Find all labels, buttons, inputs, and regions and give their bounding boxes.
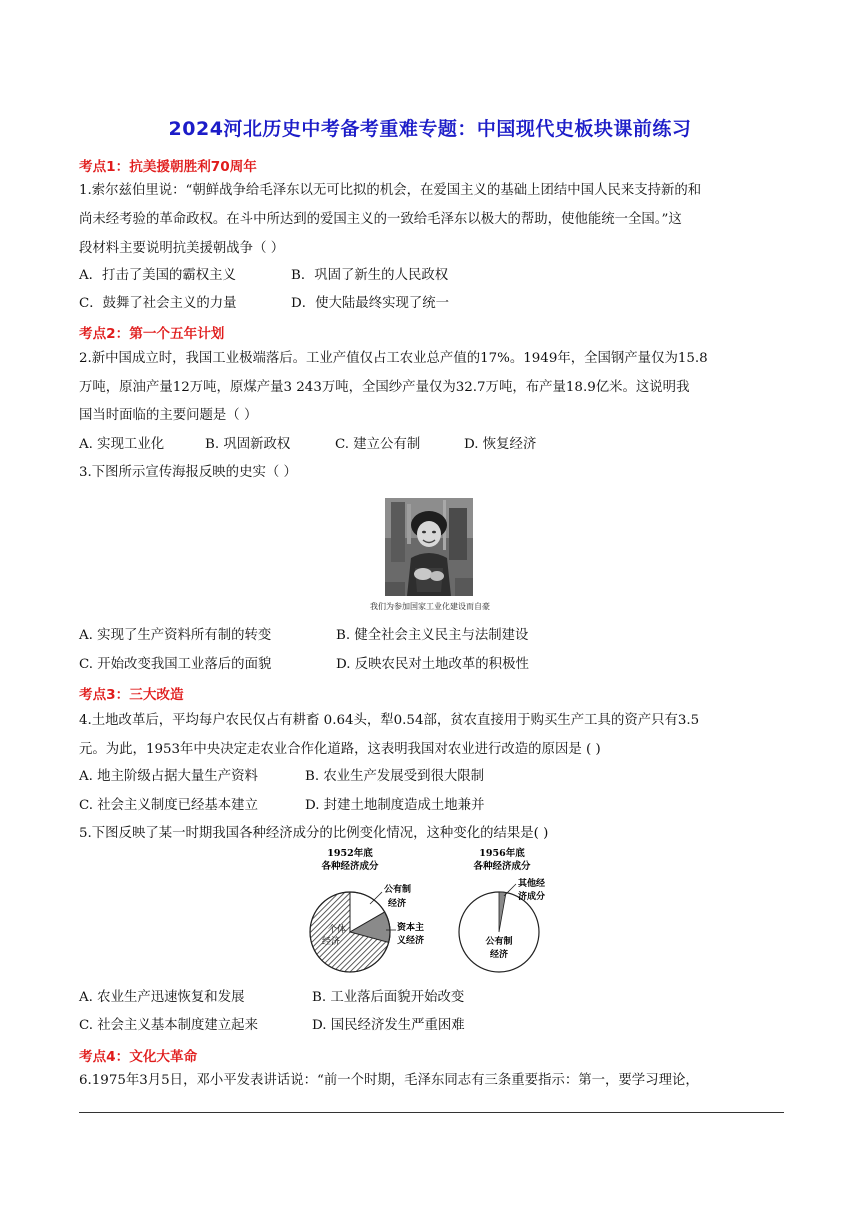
propaganda-poster-image	[385, 498, 473, 596]
q2-stem-line-1: 2.新中国成立时，我国工业极端落后。工业产值仅占工农业总产值的17%。1949年，全国钢产量仅为15.8	[79, 351, 708, 366]
pie1-label-capitalist-2: 义经济	[397, 936, 425, 946]
pie2-title-line-2: 各种经济成分	[473, 861, 531, 872]
q5-option-d[interactable]: D. 国民经济发生严重困难	[312, 1018, 465, 1033]
q5-option-a[interactable]: A. 农业生产迅速恢复和发展	[79, 990, 245, 1005]
q5-options-row-1	[79, 988, 784, 1008]
pie1-label-capitalist-1: 资本主	[397, 923, 425, 933]
q2-stem-line-3: 国当时面临的主要问题是（ ）	[79, 408, 258, 423]
q2-stem-line-2: 万吨，原油产量12万吨，原煤产量3 243万吨，全国纱产量仅为32.7万吨，布产量18.9亿米。这说明我	[79, 380, 690, 395]
q4-stem-line-2: 元。为此，1953年中央决定走农业合作化道路，这表明我国对农业进行改造的原因是 ( )	[79, 742, 601, 757]
q5-option-c[interactable]: C. 社会主义基本制度建立起来	[79, 1018, 258, 1033]
q5-stem-line-1: 5.下图反映了某一时期我国各种经济成分的比例变化情况，这种变化的结果是( )	[79, 826, 549, 841]
pie1-label-public-2: 经济	[388, 899, 407, 909]
pie2-label-other-1: 其他经	[518, 879, 546, 889]
q4-option-d[interactable]: D. 封建土地制度造成土地兼并	[305, 798, 485, 813]
q3-stem-line-1: 3.下图所示宣传海报反映的史实（ ）	[79, 465, 297, 480]
q3-option-a[interactable]: A. 实现了生产资料所有制的转变	[79, 628, 272, 643]
pie2-title-line-1: 1956年底	[479, 848, 525, 859]
footer-divider	[79, 1112, 784, 1113]
q2-option-a[interactable]: A. 实现工业化	[79, 437, 165, 452]
q1-options-row-1	[79, 266, 784, 286]
q4-stem-line-1: 4.土地改革后，平均每户农民仅占有耕畜 0.64头，犁0.54部，贫农直接用于购买生产工具的资产只有3.5	[79, 713, 700, 728]
pie1-title-line-2: 各种经济成分	[321, 861, 379, 872]
q3-option-c[interactable]: C. 开始改变我国工业落后的面貌	[79, 657, 272, 672]
q3-options-row-1	[79, 626, 784, 646]
section-heading-2: 考点2：第一个五年计划	[79, 326, 225, 342]
q4-options-row-2	[79, 796, 784, 816]
q5-option-b[interactable]: B. 工业落后面貌开始改变	[312, 990, 465, 1005]
q1-stem-line-3: 段材料主要说明抗美援朝战争（ ）	[79, 241, 285, 256]
q2-option-c[interactable]: C. 建立公有制	[335, 437, 421, 452]
q2-options-row	[79, 435, 784, 455]
q6-stem-line-1: 6.1975年3月5日，邓小平发表讲话说：“前一个时期，毛泽东同志有三条重要指示：第一，要学习理论，	[79, 1073, 699, 1088]
q1-option-b[interactable]: B．巩固了新生的人民政权	[291, 268, 449, 283]
pie2-label-public-1: 公有制	[485, 937, 513, 947]
q1-option-a[interactable]: A．打击了美国的霸权主义	[79, 268, 236, 283]
q1-stem-line-1: 1.索尔兹伯里说：“朝鲜战争给毛泽东以无可比拟的机会，在爱国主义的基础上团结中国人民来支持新的和	[79, 183, 702, 198]
poster-caption: 我们为参加国家工业化建设而自豪	[370, 602, 490, 611]
q2-option-d[interactable]: D. 恢复经济	[464, 437, 537, 452]
pie1-label-public-1: 公有制	[384, 885, 412, 895]
q3-option-d[interactable]: D. 反映农民对土地改革的积极性	[336, 657, 529, 672]
pie2-label-other-2: 济成分	[518, 892, 546, 902]
economy-composition-pies	[300, 846, 570, 984]
pie1-label-individual-2: 经济	[322, 937, 341, 947]
q4-options-row-1	[79, 767, 784, 787]
q5-options-row-2	[79, 1016, 784, 1036]
q1-option-c[interactable]: C．鼓舞了社会主义的力量	[79, 296, 237, 311]
page-title: 2024河北历史中考备考重难专题：中国现代史板块课前练习	[168, 118, 692, 140]
section-heading-3: 考点3：三大改造	[79, 687, 184, 703]
q3-options-row-2	[79, 655, 784, 675]
q2-option-b[interactable]: B. 巩固新政权	[205, 437, 291, 452]
q3-option-b[interactable]: B. 健全社会主义民主与法制建设	[336, 628, 529, 643]
q4-option-a[interactable]: A. 地主阶级占据大量生产资料	[79, 769, 258, 784]
q1-stem-line-2: 尚未经考验的革命政权。在斗中所达到的爱国主义的一致给毛泽东以极大的帮助，使他能统一全国。”这	[79, 212, 682, 227]
q4-option-b[interactable]: B. 农业生产发展受到很大限制	[305, 769, 485, 784]
pie1-title-line-1: 1952年底	[327, 848, 373, 859]
pie-1956	[459, 892, 539, 972]
pie1-label-individual-1: 个体	[328, 925, 347, 935]
pie-1952	[310, 892, 390, 972]
section-heading-1: 考点1：抗美援朝胜利70周年	[79, 159, 257, 175]
pie2-label-public-2: 经济	[489, 950, 509, 960]
q1-options-row-2	[79, 294, 784, 314]
section-heading-4: 考点4：文化大革命	[79, 1049, 198, 1065]
q4-option-c[interactable]: C. 社会主义制度已经基本建立	[79, 798, 258, 813]
q1-option-d[interactable]: D．使大陆最终实现了统一	[291, 296, 450, 311]
